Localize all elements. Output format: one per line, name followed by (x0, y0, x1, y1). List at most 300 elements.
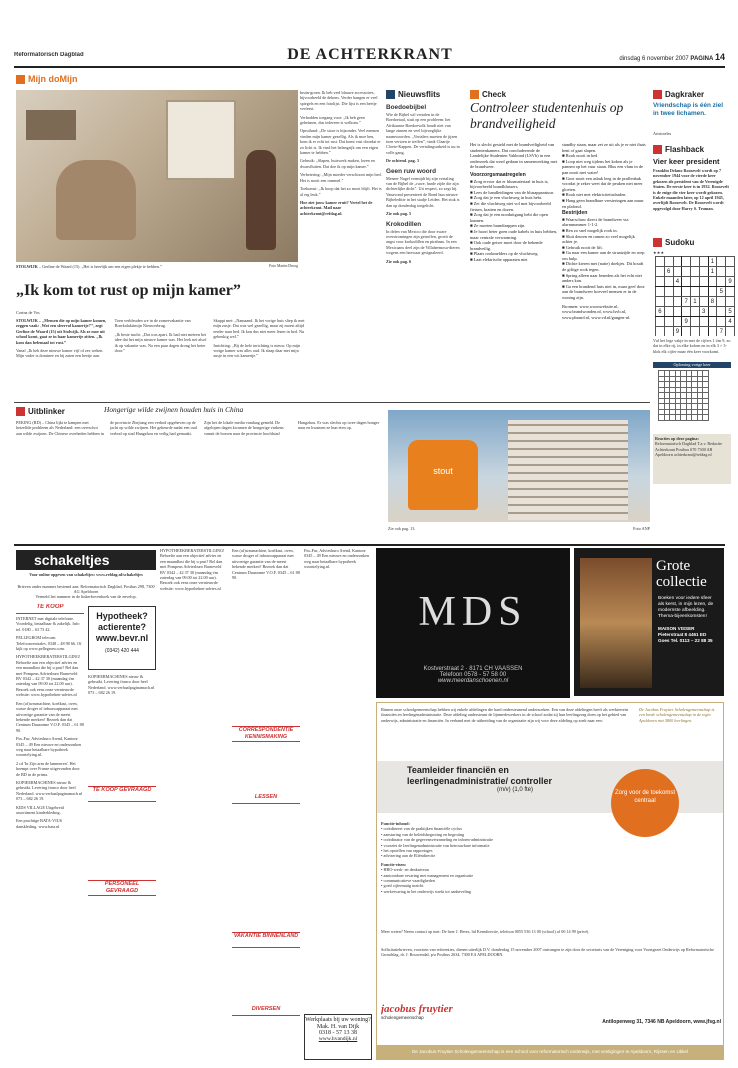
nieuwsflits-tag-label: Nieuwsflits (398, 89, 441, 99)
photo-window (166, 100, 236, 180)
check-bullet-text: Ga een brandend huis niet in, maar geef door aan de brandweer hoeveel mensen er in de woning zijn. (562, 283, 645, 301)
sudoku-cell[interactable]: 5 (726, 307, 735, 317)
sudoku-tag-label: Sudoku (665, 237, 695, 247)
sudoku-cell[interactable] (708, 317, 717, 327)
sudoku-cell[interactable]: 6 (664, 267, 673, 277)
check-bullet: ■ Lees de handleidingen van de blusapparatuur. (470, 189, 554, 195)
sudoku-cell[interactable] (717, 277, 726, 287)
check-bullet (562, 142, 646, 153)
tag-square-icon (386, 90, 395, 99)
eis-item: • communicatieve vaardigheden (381, 878, 435, 884)
hypotheek-ad-phone: (0342) 420 444 (105, 648, 139, 654)
sudoku-row (656, 277, 735, 287)
dagkraker-author: Aristoteles (653, 131, 672, 136)
mijndomijn-photo (16, 90, 298, 262)
diversen-heading: DIVERSEN (232, 1006, 300, 1016)
sudoku-cell[interactable] (726, 327, 735, 337)
sudoku-cell[interactable]: 7 (717, 327, 726, 337)
sudoku-cell[interactable] (656, 287, 665, 297)
sudoku-row (656, 327, 735, 337)
sudoku-cell[interactable]: 1 (691, 297, 700, 307)
sudoku-cell[interactable] (682, 307, 691, 317)
check-bullet: ■ Laat elektrische apparaten niet (470, 256, 528, 262)
check-bullet-text: Gooi nooit een asbak leeg in de prullenbak voordat je zeker weet dat de peuken niet meer gloeien. (562, 175, 643, 192)
classified-ad: Een (af)wasmachine, koelkast, oven, wasse droger of inbouwapparaat met uitvoerige garantie van de meest bekende merken? Bezoek dan dat Centrum Duurzame V.O.F. 0345 – 61 88 90. (16, 700, 84, 733)
solution-row (659, 415, 709, 421)
sudoku-cell[interactable] (726, 257, 735, 267)
sudoku-cell[interactable] (664, 327, 673, 337)
personeel-heading: PERSONEEL GEVRAAGD (88, 880, 156, 896)
check-bullet: ■ Dichte kieren met (natte) doekjes. Dit houdt de giftige rook tegen. (562, 261, 644, 273)
sudoku-row (656, 297, 735, 307)
sudoku-cell[interactable]: 9 (682, 317, 691, 327)
sudoku-cell[interactable] (673, 307, 682, 317)
sudoku-cell[interactable] (699, 267, 708, 277)
sudoku-cell[interactable] (664, 257, 673, 267)
schakeltjes-col-1 (16, 616, 84, 1056)
uitblinker-photo-caption: Zie ook pag. 13. (388, 526, 416, 531)
sudoku-row (656, 287, 735, 297)
mijndomijn-photo-credit: Foto Martin Droog (269, 264, 298, 268)
sudoku-stars: ★★★ (653, 250, 665, 255)
reactions-address: Reformatorisch Dagblad T.a.v. Redactie Achterkrant Postbus 670 7300 AR Apeldoorn achterkrant@refdag.nl (655, 441, 723, 458)
check-bullet: ■ Sluit deuren en ramen zo veel mogelijk achter je. (562, 233, 635, 245)
news-item-text: In delen van Mexico die door zware overstromingen zijn getroffen, groeit de angst voor krokodillen en pirahnas. In een Mexicaans deel zijn de Villahermosa-dieren wegens een bezwaar gesignaleerd. (386, 228, 460, 256)
sudoku-cell[interactable] (717, 317, 726, 327)
page-number: 14 (714, 52, 725, 62)
photo-shirt (408, 440, 478, 510)
schakeltjes-col-4 (232, 548, 300, 724)
te-koop-gevraagd-heading: TE KOOP GEVRAAGD (88, 786, 156, 802)
vacature-body (381, 821, 631, 1011)
classified-ad: Een (af)wasmachine, koelkast, oven, wasse droger of inbouwapparaat met uitvoerige garantie van de meest bekende merken? Bezoek dan dat Centrum Duurzame V.O.F. 0345 – 61 88 90. (232, 548, 300, 581)
sudoku-cell[interactable] (664, 287, 673, 297)
sudoku-cell[interactable] (699, 257, 708, 267)
nieuwsflits-items (386, 104, 460, 400)
sudoku-solution-grid (658, 370, 718, 422)
sudoku-cell[interactable] (682, 277, 691, 287)
vacature-side: De Jacobus Fruytier Scholengemeenschap is een brede scholengemeenschap in de regio Apeldoorn met 5800 leerlingen. (639, 707, 715, 723)
sudoku-cell[interactable] (699, 277, 708, 287)
sudoku-cell[interactable] (691, 277, 700, 287)
body-paragraph: „Ik beste nacht: „Dat was apart. Ik had niet meteen het idee dat het mijn nieuwe kamer was. Het leek net alsof ik op vakantie was. Na een paar dagen drong het beter door.” (114, 331, 207, 354)
header-paper-name: Reformatorisch Dagblad (14, 52, 84, 58)
task-item: • het opstellen van rapportages (381, 848, 433, 854)
mijndomijn-body-2 (300, 90, 382, 396)
sudoku-cell[interactable] (682, 257, 691, 267)
check-bullet-text: Sluit deuren en ramen zo veel mogelijk achter je. (562, 233, 635, 245)
eis-item: • HBO-werk- en denkniveau (381, 867, 429, 873)
check-bullet: ■ Zet die vluchtweg niet vol met bijvoorbeeld fietsen, kratten en dozen. (470, 200, 551, 212)
schakeltjes-header (16, 550, 156, 570)
vacature-hours: (m/v) (1,0 fte) (497, 787, 534, 793)
sudoku-cell[interactable]: 8 (708, 297, 717, 307)
check-bullet-text: Zorg dat je een vluchtweg in huis hebt. (473, 195, 543, 201)
sudoku-cell[interactable]: 4 (726, 317, 735, 327)
tag-square-icon (653, 145, 662, 154)
check-bullet: ■ Plaats rookmelders op de vluchtweg. (470, 251, 539, 257)
flashback-title: Vier keer president (653, 157, 720, 166)
solution-cell (703, 415, 709, 421)
photo-building (508, 420, 628, 520)
news-item-text: Wie de Bijbel wil vertalen in de Boedoetaal, stuit op een probleem: het Afrikaanse Boedoevolk houdt niet van lange zinnen en veel bijvoeglijke naamwoorden. „Vertalers moeten de jijzen toen vertoen te treffen”, vindt Claartje Cloete-Kappen. De vertalingsarbeid is nu in volle gang. (386, 112, 460, 155)
check-bullet-text: Laat elektrische apparaten niet (473, 256, 528, 262)
check-bullet: ■ Waarschuw direct de brandweer via alarmnummer 1-1-2. (562, 216, 629, 228)
vacature-ad[interactable] (376, 702, 724, 1060)
news-item-title: Geen ruw woord (386, 167, 437, 175)
caption-place: STOLWIJK (16, 264, 38, 269)
page-label: PAGINA (690, 56, 714, 62)
news-item-title: Krokodillen (386, 220, 422, 228)
classified-ad: 2 cd 'In Zijn arm de lammeren'. Het hoempt over Franse uitgevonden door de BD in de prima. (16, 760, 80, 777)
sudoku-cell[interactable] (699, 297, 708, 307)
news-item-text: Meneer Nagel vermijdt bij zijn vertaling van de Bijbel de „ruwe, harde zijde die zijn dichterlijke dicht”. Uit respect, zo zegt hij. Vanavond presenteert de Bond hun nieuwe Bijbeleditie in het stadje Leiden. Het stuk is dan op donderdag toegelicht. (386, 175, 460, 208)
sudoku-cell[interactable] (664, 297, 673, 307)
shirt-print: stout (433, 466, 453, 476)
sudoku-cell[interactable] (673, 267, 682, 277)
sudoku-cell[interactable] (664, 317, 673, 327)
classified-ad: KIDS VILLAGE Uitgebreid assortiment kinderkleding. (16, 804, 64, 815)
header-rule (14, 66, 725, 68)
check-bullet-text: Lees de handleidingen van de blusapparatuur. (473, 189, 554, 195)
tag-square-icon (16, 75, 25, 84)
check-bullet: ■ Hang geen brandbare versieringen aan muur en plafond. (562, 197, 644, 209)
check-bullet: ■ Spring alleen naar beneden als het echt niet anders kan. (562, 272, 642, 284)
body-paragraph: bruin-groen. Ik heb veel blauwe accessoires, bijvoorbeeld de dekens. Verder hangen er veel spiegels en een fotolijst. Die lijst is een beetje verfeest. (300, 90, 378, 112)
te-koop-heading: TE KOOP (16, 604, 84, 614)
mijndomijn-byline: Corina de Vos (16, 310, 40, 315)
eis-item: • aantoonbare ervaring met management en organisatie (381, 872, 474, 878)
tag-square-icon (470, 90, 479, 99)
check-bullet-text: Hang geen brandbare versieringen aan muur en plafond. (562, 197, 644, 209)
dagkraker-tag (653, 88, 733, 100)
tag-square-icon (16, 407, 25, 416)
sudoku-cell[interactable]: 6 (656, 307, 665, 317)
sudoku-cell[interactable] (691, 307, 700, 317)
sudoku-row (656, 317, 735, 327)
sudoku-cell[interactable] (726, 267, 735, 277)
photo-chair (56, 160, 136, 240)
schakeltjes-info: Brieven onder nummer bestemd aan: Reformatorisch Dagblad, Postbus 298, 7300 AG Apeldoorn (17, 584, 155, 594)
solution-table (658, 370, 709, 421)
check-bullet: ■ Ren zo snel mogelijk rook in. (562, 227, 618, 233)
sudoku-cell[interactable]: 7 (682, 297, 691, 307)
vacature-logo (381, 1003, 471, 1033)
check-tag-label: Check (482, 89, 507, 99)
check-bullet-text: standby staan, maar zet ze uit als je er niet thuis bent of gaat slapen. (562, 142, 646, 153)
sudoku-grid[interactable] (655, 256, 735, 336)
eis-text: communicatieve vaardigheden (383, 878, 435, 884)
schakeltjes-info-2: Vermeld het nummer in de linkerbovenhoek van de envelop. (35, 594, 137, 599)
news-item-title: Boedoebijbel (386, 104, 427, 111)
tag-square-icon (653, 238, 662, 247)
photo-girl (246, 150, 276, 250)
sudoku-cell[interactable] (717, 297, 726, 307)
sudoku-cell[interactable]: 1 (708, 267, 717, 277)
classified-ad: KOPIEERMACHINES nieuw & gebruikt. Levering franco door heel Nederland. www.verhaalpaginamach.nl 073 – 682 26 19. (88, 674, 155, 696)
flashback-text: Franklin Delano Roosevelt wordt op 7 november 1944 voor de vierde keer gekozen als president van de Verenigde Staten. De eerste keer is in 1932. Roosevelt is de enige die vier keer wordt gekozen. Enkele maanden later, op 12 april 1945, overlijdt Roosevelt. De Roosevelt wordt opgevolgd door Harry S. Truman. (653, 168, 729, 211)
news-item-source: Zie ook pag. 5 (386, 211, 412, 217)
body-paragraph: Skappt met: „Namaand. Ik het vorige huis sliep ik met mijn zusje. Dat was wel gezellig, maar zij moest altijd eerder naar bed. Ik kon dus niet meer lezen in bed. Nu gebeukig wel.” (213, 318, 305, 340)
sudoku-cell[interactable] (708, 307, 717, 317)
check-bullet: ■ Ga naar een kamer aan de straatzijde en roep om hulp. (562, 250, 645, 261)
reactions-title: Reacties op deze pagina: (655, 436, 699, 441)
check-bullet-text: Zet die vluchtweg niet vol met bijvoorbeeld fietsen, kratten en dozen. (470, 200, 551, 212)
eis-item: • werkervaring in het onderwijs strekt tot aanbeveling (381, 888, 471, 894)
sudoku-cell[interactable] (656, 257, 665, 267)
check-bullet: ■ Loop niet weg tijdens het koken als je pannen op het vuur staan. Blus een vlam in de pan nooit met water! (562, 158, 643, 175)
mijndomijn-caption (16, 264, 246, 272)
hypotheek-ad-text: Hypotheek? actierente? www.bevr.nl (95, 611, 149, 643)
news-item-source: Zie ook pag. 6 (386, 258, 412, 264)
classified-ad: INTERNET met digitale telefonie. Voordelig, betaalbaar & zakelijk. Info tel. 0180 – 63 73 42. (16, 616, 80, 632)
sudoku-cell[interactable] (708, 277, 717, 287)
uitblinker-headline: Hongerige wilde zwijnen houden huis in China (104, 405, 244, 414)
classified-ad: KOPIEERMACHINES nieuw & gebruikt. Levering franco door heel Nederland. www.verhaalpaginamach.nl 073 – 682 26 19. (16, 779, 83, 802)
sudoku-cell[interactable] (691, 267, 700, 277)
mds-logo: MDS (418, 589, 528, 635)
sudoku-cell[interactable] (726, 287, 735, 297)
check-bullet-text: Zorg ervoor dat er blusmateriaal in huis is, bijvoorbeeld brandblussers. (470, 178, 549, 190)
eisen-title: Functie-eisen: (381, 861, 407, 867)
sudoku-cell[interactable]: 4 (673, 277, 682, 287)
sudoku-cell[interactable] (717, 267, 726, 277)
news-item-source: De ochtend. pag. 3 (386, 158, 419, 164)
sudoku-cell[interactable] (673, 257, 682, 267)
task-item: • coördinator van de gegevensverzameling en inform-administratie (381, 837, 493, 843)
sudoku-cell[interactable]: 9 (726, 277, 735, 287)
task-item: • coördineert van de praktijken financiële cyclus (381, 826, 462, 832)
flashback-tag-label: Flashback (665, 144, 705, 154)
sudoku-cell[interactable] (682, 267, 691, 277)
check-bullet-text: Ook oude geiser moet door de bekende brandveilig. (470, 240, 543, 251)
task-text: coördineert van de praktijken financiële cyclus (383, 826, 462, 832)
uitblinker-text: PEKING (RD) – China lijkt te kampen met hetzelfde probleem als Nederland: een overschot aan wilde zwijnen. De Chinese overheden hebben in de provincie Zhejiang een verbod opgeheven op de jacht op wilde zwijnen. Het gebeurde nadat een oud verbod op stad Hangzhou en veilig had gemaakt. Zijn het de lokale media vandaag gemeld. De afgelopen dagen kwamen de hongerige varkens vanuit de bossen naar de provincie hoofdstad Hangzhou. Er was slechts op twee dagen honger naar en kwamen ze hun eten op. (16, 420, 380, 436)
tasks-title: Functie-inhoud: (381, 821, 410, 826)
check-bullet: ■ Ga een brandend huis niet in, maar geef door aan de brandweer hoeveel mensen er in de woning zijn. (562, 283, 645, 301)
classified-ad: HYPOTHEEKBERATERSTILGING! Behoefte aan een objectief advies en een maandlast die bij u past? Bel dan met Pompeus Adviesburo Barneveld BV 0342 – 42 37 30 (maandag t/m zaterdag van 09.00 tot 22.00 uur). Bezoek ook eens onze vernieuwde website: www.hypotheken-advies.nl (16, 654, 81, 698)
nieuwsflits-tag (386, 88, 466, 100)
reactions-box (653, 434, 731, 484)
sudoku-cell[interactable] (656, 317, 665, 327)
sudoku-solution-label: Oplossing vorige keer (653, 362, 731, 368)
sudoku-cell[interactable] (664, 277, 673, 287)
eis-text: HBO-werk- en denkniveau (383, 867, 429, 873)
check-lead: Het is slecht gesteld met de brandveiligheid van studentenkamers. Dat concluderende de Landelijke Studenten Vakbond (LSVb) in een onderzoek dat werd gedaan in samenwerking met de brandweer. (470, 142, 558, 170)
body-paragraph: Verbetering: „Mijn moeder verschoont mijn bed. Het is nooit een rommel.” (300, 172, 382, 183)
sudoku-cell[interactable] (656, 297, 665, 307)
mijndomijn-tag (16, 72, 136, 86)
sudoku-cell[interactable]: 3 (699, 307, 708, 317)
werkplaats-name: Mak. H. van Dijk (316, 1024, 360, 1030)
dagkraker-quote: Vriendschap is één ziel in twee lichamen. (653, 102, 723, 118)
vacature-badge: Zorg voor de toekomst centraal (611, 769, 679, 837)
sudoku-cell[interactable] (682, 327, 691, 337)
sudoku-cell[interactable] (691, 257, 700, 267)
sudoku-cell[interactable] (673, 287, 682, 297)
body-paragraph: Vanaf „Ik heb deze nieuwe kamer vijf of zes weken. Mijn vader is dominee en bij zaten een beetje aan. Toen verbleuden we in de zomervakantie van Boerkalakitmijn Nieuwerbrug. (16, 318, 191, 359)
body-paragraph: Inrichting: „Bij de hele inrichting is nieuw. Op mijn vorige kamer was alles oud. Ik slaap daar met mijn zusje in een wit kamertje.” (213, 342, 301, 359)
vacature-apply: Sollicitatiebrieven, voorzien van referenties, dienen uiterlijk D.V. donderdag 15 november 2007 ontvangen te zijn door de secretaris van de Vereniging voor Voortgezet Onderwijs op Reformatorische Grondslag, dr. J. Rouwendal, p/a Postbus 2634, 7300 EA APELDOORN. (381, 947, 714, 958)
classified-ad: PELLEGROM telecom. Telefooncentrales. 0348 – 48 98 66. Of kijk op www.pellegrom.com. (16, 635, 82, 652)
task-text: advisering aan de Eliëndirectie (383, 853, 436, 859)
lessen-heading: LESSEN (232, 794, 300, 804)
check-bullet-text: Plaats rookmelders op de vluchtweg. (473, 251, 539, 257)
photo-shelf (26, 110, 76, 140)
sudoku-cell[interactable] (699, 287, 708, 297)
sudoku-cell[interactable] (708, 327, 717, 337)
caption-text: – Gerline de Waard (15). „Het is heerlijk om een eigen plekje te hebben.” (38, 264, 162, 269)
vacature-intro: Binnen onze schoolgemeenschap hebben wij enkele afdelingen die hard ondersteunend onderzoeken. Een van deze afdelingen heeft als werkterrein financiën en leerlingenadministratie. Deze afdeling ondersteunt de lijnmedewerkers in de school zodat zij hun leerlingzorg doen op het gebied van onderwijs, administratie en financiën. In verband met de uitbreiding van de organisatie zijn wij voor deze afdeling op zoek naar een: (381, 707, 628, 723)
check-bullet: ■ Ook oude geiser moet door de bekende brandveilig. (470, 240, 543, 251)
werkplaats-url[interactable]: www.hvandijk.nl (318, 1036, 358, 1042)
eis-text: werkervaring in het onderwijs strekt tot aanbeveling (383, 888, 471, 894)
sudoku-table[interactable] (655, 256, 735, 336)
uitblinker-photo-credit: Foto ANP (633, 526, 650, 531)
werkplaats-phone: 0318 - 57 13 38 (319, 1030, 357, 1036)
check-bullet: ■ Zorg ervoor dat er blusmateriaal in huis is, bijvoorbeeld brandblussers. (470, 178, 549, 190)
eis-text: aantoonbare ervaring met management en organisatie (383, 872, 474, 878)
divider (14, 402, 650, 403)
sudoku-row (656, 307, 735, 317)
sudoku-cell[interactable]: 9 (673, 327, 682, 337)
sudoku-instructions: Vul het lege vakje in met de cijfers 1 t/m 9, zo dat in elke rij, in elke kolom en in elk 3 × 3-blok elk cijfer maar één keer voorkomt. (653, 338, 731, 354)
sudoku-cell[interactable] (656, 327, 665, 337)
sudoku-cell[interactable] (717, 257, 726, 267)
logo-text: jacobus fruytier (381, 1003, 453, 1015)
check-bullet-text: Spring alleen naar beneden als het echt niet anders kan. (562, 272, 642, 284)
collectie-title: Grote collectie (656, 558, 707, 590)
eis-text: goed cijfermatig inzicht (383, 883, 424, 889)
check-bullet: ■ Zorg dat je een nooduitgang hebt die open kunnen. (470, 212, 548, 223)
collectie-ad[interactable] (574, 548, 724, 696)
check-bullet: ■ Rook nooit in bed (562, 153, 598, 159)
uitblinker-tag (16, 405, 106, 417)
sudoku-cell[interactable] (656, 267, 665, 277)
sudoku-cell[interactable] (656, 277, 665, 287)
check-bullet: ■ Je hoort beter goen oude kabels in huis hebben, maar centrale verwarming. (470, 228, 558, 240)
date-text: dinsdag 6 november 2007 (619, 56, 689, 62)
sudoku-cell[interactable] (717, 307, 726, 317)
task-item: • voorziet de leerlingenadministratie van betrouwbare informatie (381, 842, 490, 848)
sudoku-cell[interactable] (691, 327, 700, 337)
schakeltjes-subtitle: Voor online opgeven van schakeltjes: www.refdag.nl/schakeltjes (29, 572, 143, 577)
werkplaats-title: Werkplaats bij uw woning? (305, 1017, 371, 1023)
check-bullet-text: Loop niet weg tijdens het koken als je pannen op het vuur staan. Blus een vlam in de pan nooit met water! (562, 158, 643, 175)
body-paragraph: Opruiland: „De stoor is bijzonder. Veel mensen vinden mijn kamer gezellig. Als ik moe ben, kom ik er echt tot rust. Dat komt vast doordat er zo licht is. Ik vind het belangrijk om een eigen kamer te hebben.” (300, 128, 381, 156)
sudoku-tag (653, 236, 733, 248)
uitblinker-photo (388, 410, 650, 522)
sudoku-cell[interactable] (699, 327, 708, 337)
check-column-1 (470, 142, 558, 392)
check-bullet-text: Waarschuw direct de brandweer via alarmnummer 1-1-2. (562, 216, 629, 228)
werkplaats-ad[interactable] (304, 1014, 372, 1060)
sudoku-cell[interactable]: 1 (708, 257, 717, 267)
section-title: DE ACHTERKRANT (287, 46, 453, 63)
sudoku-cell[interactable] (691, 317, 700, 327)
vacature-address: Antilopenweg 31, 7346 NB Apeldoorn, www.jfsg.nl (602, 1019, 721, 1025)
check-bullet-text: Dichte kieren met (natte) doekjes. Dit houdt de giftige rook tegen. (562, 261, 644, 273)
check-bullet: ■ Gebruik nooit de lift. (562, 244, 603, 250)
vacature-contact: Meer weten? Neem contact op met: De heer J. Heres, lid Kerndirectie, telefoon 0055 536 13 00 (school) of 06 14 99 (privé). (381, 929, 590, 934)
body-paragraph: STOLWIJK – „Mensen die op mijn kamer komen, zeggen vaak: ‚Wat een sfeervol kamertje!’”, zegt Gerline de Waard (15) uit Stolwijk. Als ze moe uit school komt, gaat ze in haar kamertje zitten. „Ik kom dan helemaal tot rust.” (16, 318, 107, 345)
check-subhead-2: Bestrijden (562, 210, 588, 217)
mds-ad[interactable] (376, 548, 570, 698)
sudoku-cell[interactable] (708, 287, 717, 297)
check-headline: Controleer studentenhuis op brandveiligheid (470, 100, 624, 131)
check-subhead-1: Voorzorgsmaatregelen (470, 171, 526, 178)
sudoku-cell[interactable]: 5 (717, 287, 726, 297)
vacature-footer: De Jacobus Fruytier Scholengemeenschap is een school voor reformatorisch onderwijs, met vestigingen te Apeldoorn, Rijssen en Ukkel (377, 1045, 723, 1059)
classified-ad: Een prachtige BATA-VIUS danskleding. www.bata.nl (16, 818, 62, 829)
uitblinker-tag-label: Uitblinker (28, 406, 65, 416)
sudoku-cell[interactable] (691, 287, 700, 297)
check-bullet-text: Ga naar een kamer aan de straatzijde en roep om hulp. (562, 250, 645, 261)
check-column-2 (562, 142, 646, 392)
schakeltjes-col-2 (88, 674, 156, 782)
sudoku-row (656, 267, 735, 277)
sudoku-cell[interactable] (673, 317, 682, 327)
body-paragraph: Toekomst: „Ik hoop dat het zo mooi blijft. Het is al erg leuk.” (300, 186, 382, 197)
task-text: coördinator van de gegevensverzameling en inform-administratie (383, 837, 493, 843)
task-text: het opstellen van rapportages (383, 848, 433, 854)
mds-phone: Telefoon 0578 - 57 58 00 (439, 672, 507, 678)
check-bullet-text: Gebruik nooit de lift. (565, 244, 603, 250)
mijndomijn-headline: „Ik kom tot rust op mijn kamer” (16, 282, 241, 299)
schakeltjes-col-3 (160, 548, 228, 1048)
eis-item: • goed cijfermatig inzicht (381, 883, 424, 889)
correspondentie-heading: CORRESPONDENTIE KENNISMAKING (232, 726, 300, 742)
classified-ad: Fin–Fur, Adviesburo Arend, Kantoor 0345 – 49 Een nieuwe en onderzonken weg naar betaalbare hypotheek woontelying.nl. (16, 736, 82, 758)
schakeltjes-col-5 (304, 548, 372, 1010)
mijndomijn-body (16, 318, 306, 396)
mds-url[interactable]: www.meerdanschoenen.nl (437, 678, 509, 684)
check-sources: Bronnen: www.woonwebsite.nl, www.brandwonden.nl, www.lsvb.nl, www.pbrand.nl, www.vd.nl/gangen-nl. (562, 303, 631, 320)
tag-square-icon (653, 90, 662, 99)
sudoku-cell[interactable] (673, 297, 682, 307)
body-paragraph: Verbodden toegang voor: „Ik heb geen geheimen, dus iedereen is welkom.” (300, 114, 365, 126)
check-bullet: ■ Ze moeten brandtrappen zijn. (470, 223, 526, 229)
check-bullet-text: Zorg dat je een nooduitgang hebt die open kunnen. (470, 212, 548, 223)
sudoku-cell[interactable] (699, 317, 708, 327)
check-tag (470, 88, 550, 100)
classified-ad: Fin–Fur, Adviesburo Arend, Kantoor 0345 – 49 Een nieuwe en onderzonken weg naar betaalbare hypotheek woontelying.nl. (304, 548, 370, 570)
sudoku-cell[interactable] (726, 297, 735, 307)
sudoku-cell[interactable] (664, 307, 673, 317)
check-bullet-text: Je hoort beter goen oude kabels in huis hebben, maar centrale verwarming. (470, 228, 558, 240)
task-text: voorziet de leerlingenadministratie van betrouwbare informatie (383, 842, 490, 848)
vakantie-heading: VAKANTIE BINNENLAND (232, 932, 300, 948)
check-bullet-text: Ren zo snel mogelijk rook in. (565, 227, 618, 233)
dagkraker-tag-label: Dagkraker (665, 89, 705, 99)
hypotheek-ad[interactable] (88, 606, 156, 670)
logo-subtext: scholengemeenschap (381, 1015, 424, 1020)
collectie-text: Boeken voor iedere sfeer als kerst, in mijn lezen, de modernste afbeelding. Thema-bijeenkomsten! (658, 596, 714, 619)
check-bullet-text: Rook nooit in bed (565, 153, 598, 159)
flashback-tag (653, 143, 733, 155)
sudoku-row (656, 257, 735, 267)
ads-divider (14, 544, 725, 546)
task-text: aansturing van de beleidsbegroting en begroting (383, 831, 465, 837)
sudoku-cell[interactable] (682, 287, 691, 297)
classified-ad: HYPOTHEEKBERATERSTILGING! Behoefte aan een objectief advies en een maandlast die bij u past? Bel dan met Pompeus Adviesburo Barneveld BV 0342 – 42 37 30 (maandag t/m zaterdag van 09.00 tot 22.00 uur). Bezoek ook eens onze vernieuwde website: www.hypotheken-advies.nl (160, 548, 225, 591)
schakeltjes-title: schakeltjes (34, 552, 110, 568)
check-bullet: ■ Zorg dat je een vluchtweg in huis hebt. (470, 195, 543, 201)
check-bullet-text: Rook niet met elektriciteitsdraden. (565, 192, 627, 198)
body-paragraph: Hoe ziet jouw kamer eruit? Vertel het de achterkrant. Mail naar achterkrant@refdag.nl. (300, 199, 373, 216)
check-bullet-text: Ze moeten brandtrappen zijn. (473, 223, 526, 229)
check-bullet: ■ Gooi nooit een asbak leeg in de prullenbak voordat je zeker weet dat de peuken niet meer gloeien. (562, 175, 643, 192)
